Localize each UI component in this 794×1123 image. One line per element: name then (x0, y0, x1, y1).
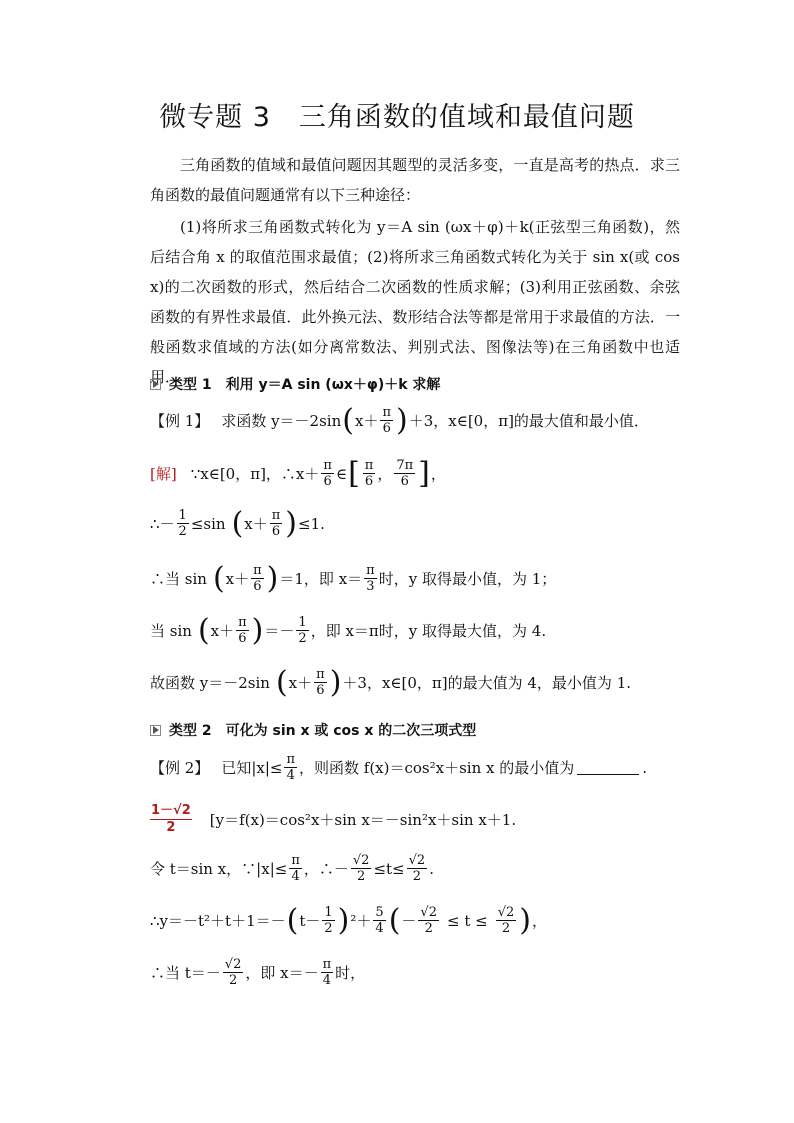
methods-paragraph: (1)将所求三角函数式转化为 y＝A sin (ωx＋φ)＋k(正弦型三角函数)，然后结合角 x 的取值范围求最值；(2)将所求三角函数式转化为关于 sin x(或 cos x)的二次函数的形式，然后结合二次函数的性质求解；(3)利用正弦函数、余弦函数的有界性求最值．此外换元法、数形结合法等都是常用于求最值的方法．一般函数求值域的方法(如分离常数法、判别式法、图像法等)在三角函数中也适用． (150, 218, 680, 386)
solution-tag: [解] (150, 465, 177, 483)
solution1-line3: ∴当 sin ( x＋ $\frac{\pi}{6}$ ) ＝1，即 x＝ $\frac{\pi}{3}$ 时，y 取得最小值，为 1； (150, 560, 557, 596)
intro-paragraph: 三角函数的值域和最值问题因其题型的灵活多变，一直是高考的热点．求三角函数的最值问题通常有以下三种途径： (150, 156, 680, 204)
page-title: 微专题 3 三角函数的值域和最值问题 (159, 102, 635, 133)
solution1-line1: [解] ∵x∈[0，π]，∴x＋ $\frac{\pi}{6}$ ∈ [ $\frac{\pi}{6}$ ， $\frac{7\pi}{6}$ ] ， (150, 455, 446, 491)
example2-label: 【例 2】 (150, 759, 210, 777)
triangle-box-icon (150, 725, 161, 736)
example1-question: 【例 1】 求函数 y＝－2sin ( x＋ $\frac{\pi}{6}$ ) ＋3，x∈[0，π]的最大值和最小值． (150, 402, 649, 438)
type1-heading (150, 374, 440, 394)
answer-fraction: $\frac{1-√2}{2}$ (151, 803, 191, 835)
type1-title: 类型 1 利用 y＝A sin (ωx＋φ)＋k 求解 (169, 377, 441, 393)
type2-heading (150, 720, 476, 740)
solution2-line4: ∴当 t＝－ $\frac{√2}{2}$ ，即 x＝－ $\frac{\pi}{4}$ 时， (150, 957, 366, 988)
example2-question: 【例 2】 已知|x|≤ $\frac{\pi}{4}$ ，则函数 f(x)＝cos²x＋sin x 的最小值为 . (150, 752, 648, 783)
solution2-line2: 令 t＝sin x，∵|x|≤ $\frac{\pi}{4}$ ，∴－ $\frac{√2}{2}$ ≤t≤ $\frac{√2}{2}$ . (150, 853, 434, 884)
solution1-line2: ∴－ $\frac{1}{2}$ ≤sin ( x＋ $\frac{\pi}{6}$ ) ≤1. (150, 505, 325, 541)
solution1-line5: 故函数 y＝－2sin ( x＋ $\frac{\pi}{6}$ ) ＋3，x∈[0，π]的最大值为 4，最小值为 1. (150, 664, 632, 700)
solution2-line1: $\frac{1-√2}{2}$ [y＝f(x)＝cos²x＋sin x＝－sin²x＋sin x＋1. (151, 803, 517, 835)
solution1-line4: 当 sin ( x＋ $\frac{\pi}{6}$ ) ＝－ $\frac{1}{2}$ ，即 x＝π时，y 取得最大值，为 4. (150, 612, 547, 648)
fraction: $\frac{\pi}{6}$ (382, 405, 391, 436)
example1-label: 【例 1】 (150, 412, 210, 430)
solution2-line3: ∴y＝－t²＋t＋1＝－ ( t－ $\frac{1}{2}$ ) ²＋ $\frac{5}{4}$ ( － $\frac{√2}{2}$ ≤ t ≤ $\frac{√2}{2}$ ) ， (150, 902, 547, 938)
answer-blank (577, 760, 639, 775)
type2-title: 类型 2 可化为 sin x 或 cos x 的二次三项式型 (169, 723, 477, 739)
triangle-box-icon (150, 379, 161, 390)
